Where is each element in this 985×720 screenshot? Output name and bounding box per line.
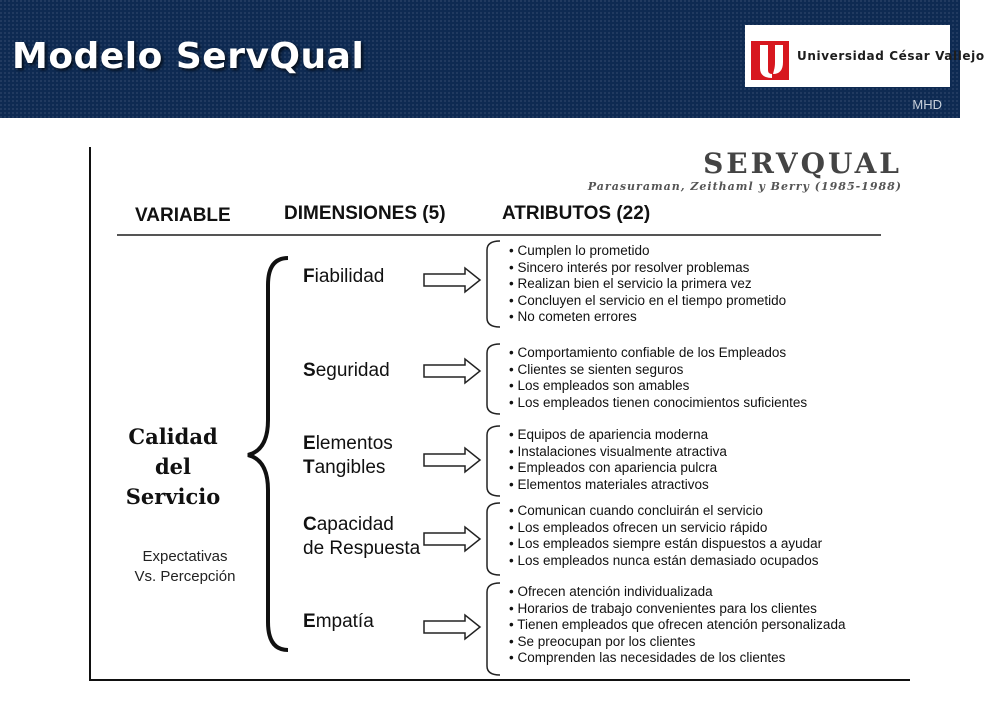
dimension-rest: iabilidad	[314, 266, 385, 287]
attribute-bracket-shape	[487, 503, 500, 575]
attribute-item: • Ofrecen atención individualizada	[509, 584, 845, 601]
dimension-rest: apacidad	[316, 514, 394, 535]
dimension-initial: F	[303, 266, 315, 287]
arrow-shape	[424, 527, 480, 551]
attribute-bracket-shape	[487, 241, 500, 327]
dimension-initial-2: T	[303, 457, 315, 478]
attribute-item: • No cometen errores	[509, 309, 786, 326]
attribute-item: • Comportamiento confiable de los Empleados	[509, 345, 807, 362]
attribute-bracket-shape	[487, 344, 500, 414]
diagram-title: SERVQUAL	[703, 147, 902, 180]
header-dimensions: DIMENSIONES (5)	[284, 203, 446, 224]
variable-subtitle-line-2: Vs. Percepción	[134, 568, 236, 585]
attribute-item: • Se preocupan por los clientes	[509, 634, 845, 651]
variable-subtitle-line-1: Expectativas	[142, 548, 228, 565]
attribute-item: • Instalaciones visualmente atractiva	[509, 444, 727, 461]
dimension-initial: S	[303, 360, 316, 381]
attribute-item: • Los empleados nunca están demasiado ocupados	[509, 553, 822, 570]
attribute-item: • Elementos materiales atractivos	[509, 477, 727, 494]
attribute-item: • Sincero interés por resolver problemas	[509, 260, 786, 277]
attribute-item: • Concluyen el servicio en el tiempo prometido	[509, 293, 786, 310]
attribute-item: • Clientes se sienten seguros	[509, 362, 807, 379]
attribute-bracket-shape	[487, 583, 500, 675]
attribute-item: • Comunican cuando concluirán el servicio	[509, 503, 822, 520]
variable-line-1: Calidad	[128, 424, 218, 449]
diagram-authors: Parasuraman, Zeithaml y Berry (1985-1988)	[587, 180, 902, 193]
dimension-rest-2: angibles	[314, 457, 386, 478]
arrow-shape	[424, 448, 480, 472]
logo-text: Universidad César Vallejo	[797, 49, 985, 63]
header-variable: VARIABLE	[135, 205, 231, 226]
attribute-item: • Los empleados son amables	[509, 378, 807, 395]
dimension-rest: mpatía	[315, 611, 374, 632]
attribute-item: • Realizan bien el servicio la primera vez	[509, 276, 786, 293]
attribute-item: • Cumplen lo prometido	[509, 243, 786, 260]
attribute-item: • Los empleados siempre están dispuestos a ayudar	[509, 536, 822, 553]
dimension-initial: E	[303, 433, 316, 454]
dimension-initial: E	[303, 611, 316, 632]
arrow-shape	[424, 615, 480, 639]
variable-line-3: Servicio	[125, 484, 221, 509]
attribute-item: • Equipos de apariencia moderna	[509, 427, 727, 444]
attribute-item: • Horarios de trabajo convenientes para los clientes	[509, 601, 845, 618]
attribute-item: • Empleados con apariencia pulcra	[509, 460, 727, 477]
curly-brace-shape	[248, 258, 288, 650]
dimension-rest: eguridad	[315, 360, 390, 381]
slide-title: Modelo ServQual	[12, 36, 365, 77]
dimension-rest: lementos	[315, 433, 393, 454]
attribute-item: • Los empleados ofrecen un servicio rápido	[509, 520, 822, 537]
dimension-rest-2: de Respuesta	[303, 538, 421, 559]
variable-line-2: del	[154, 454, 192, 479]
attribute-bracket-shape	[487, 426, 500, 496]
attribute-item: • Tienen empleados que ofrecen atención personalizada	[509, 617, 845, 634]
watermark-mhd: MHD	[912, 97, 942, 112]
attribute-item: • Comprenden las necesidades de los clientes	[509, 650, 845, 667]
attribute-item: • Los empleados tienen conocimientos suficientes	[509, 395, 807, 412]
dimension-initial: C	[303, 514, 317, 535]
header-attributes: ATRIBUTOS (22)	[502, 203, 651, 224]
arrow-shape	[424, 359, 480, 383]
arrow-shape	[424, 268, 480, 292]
